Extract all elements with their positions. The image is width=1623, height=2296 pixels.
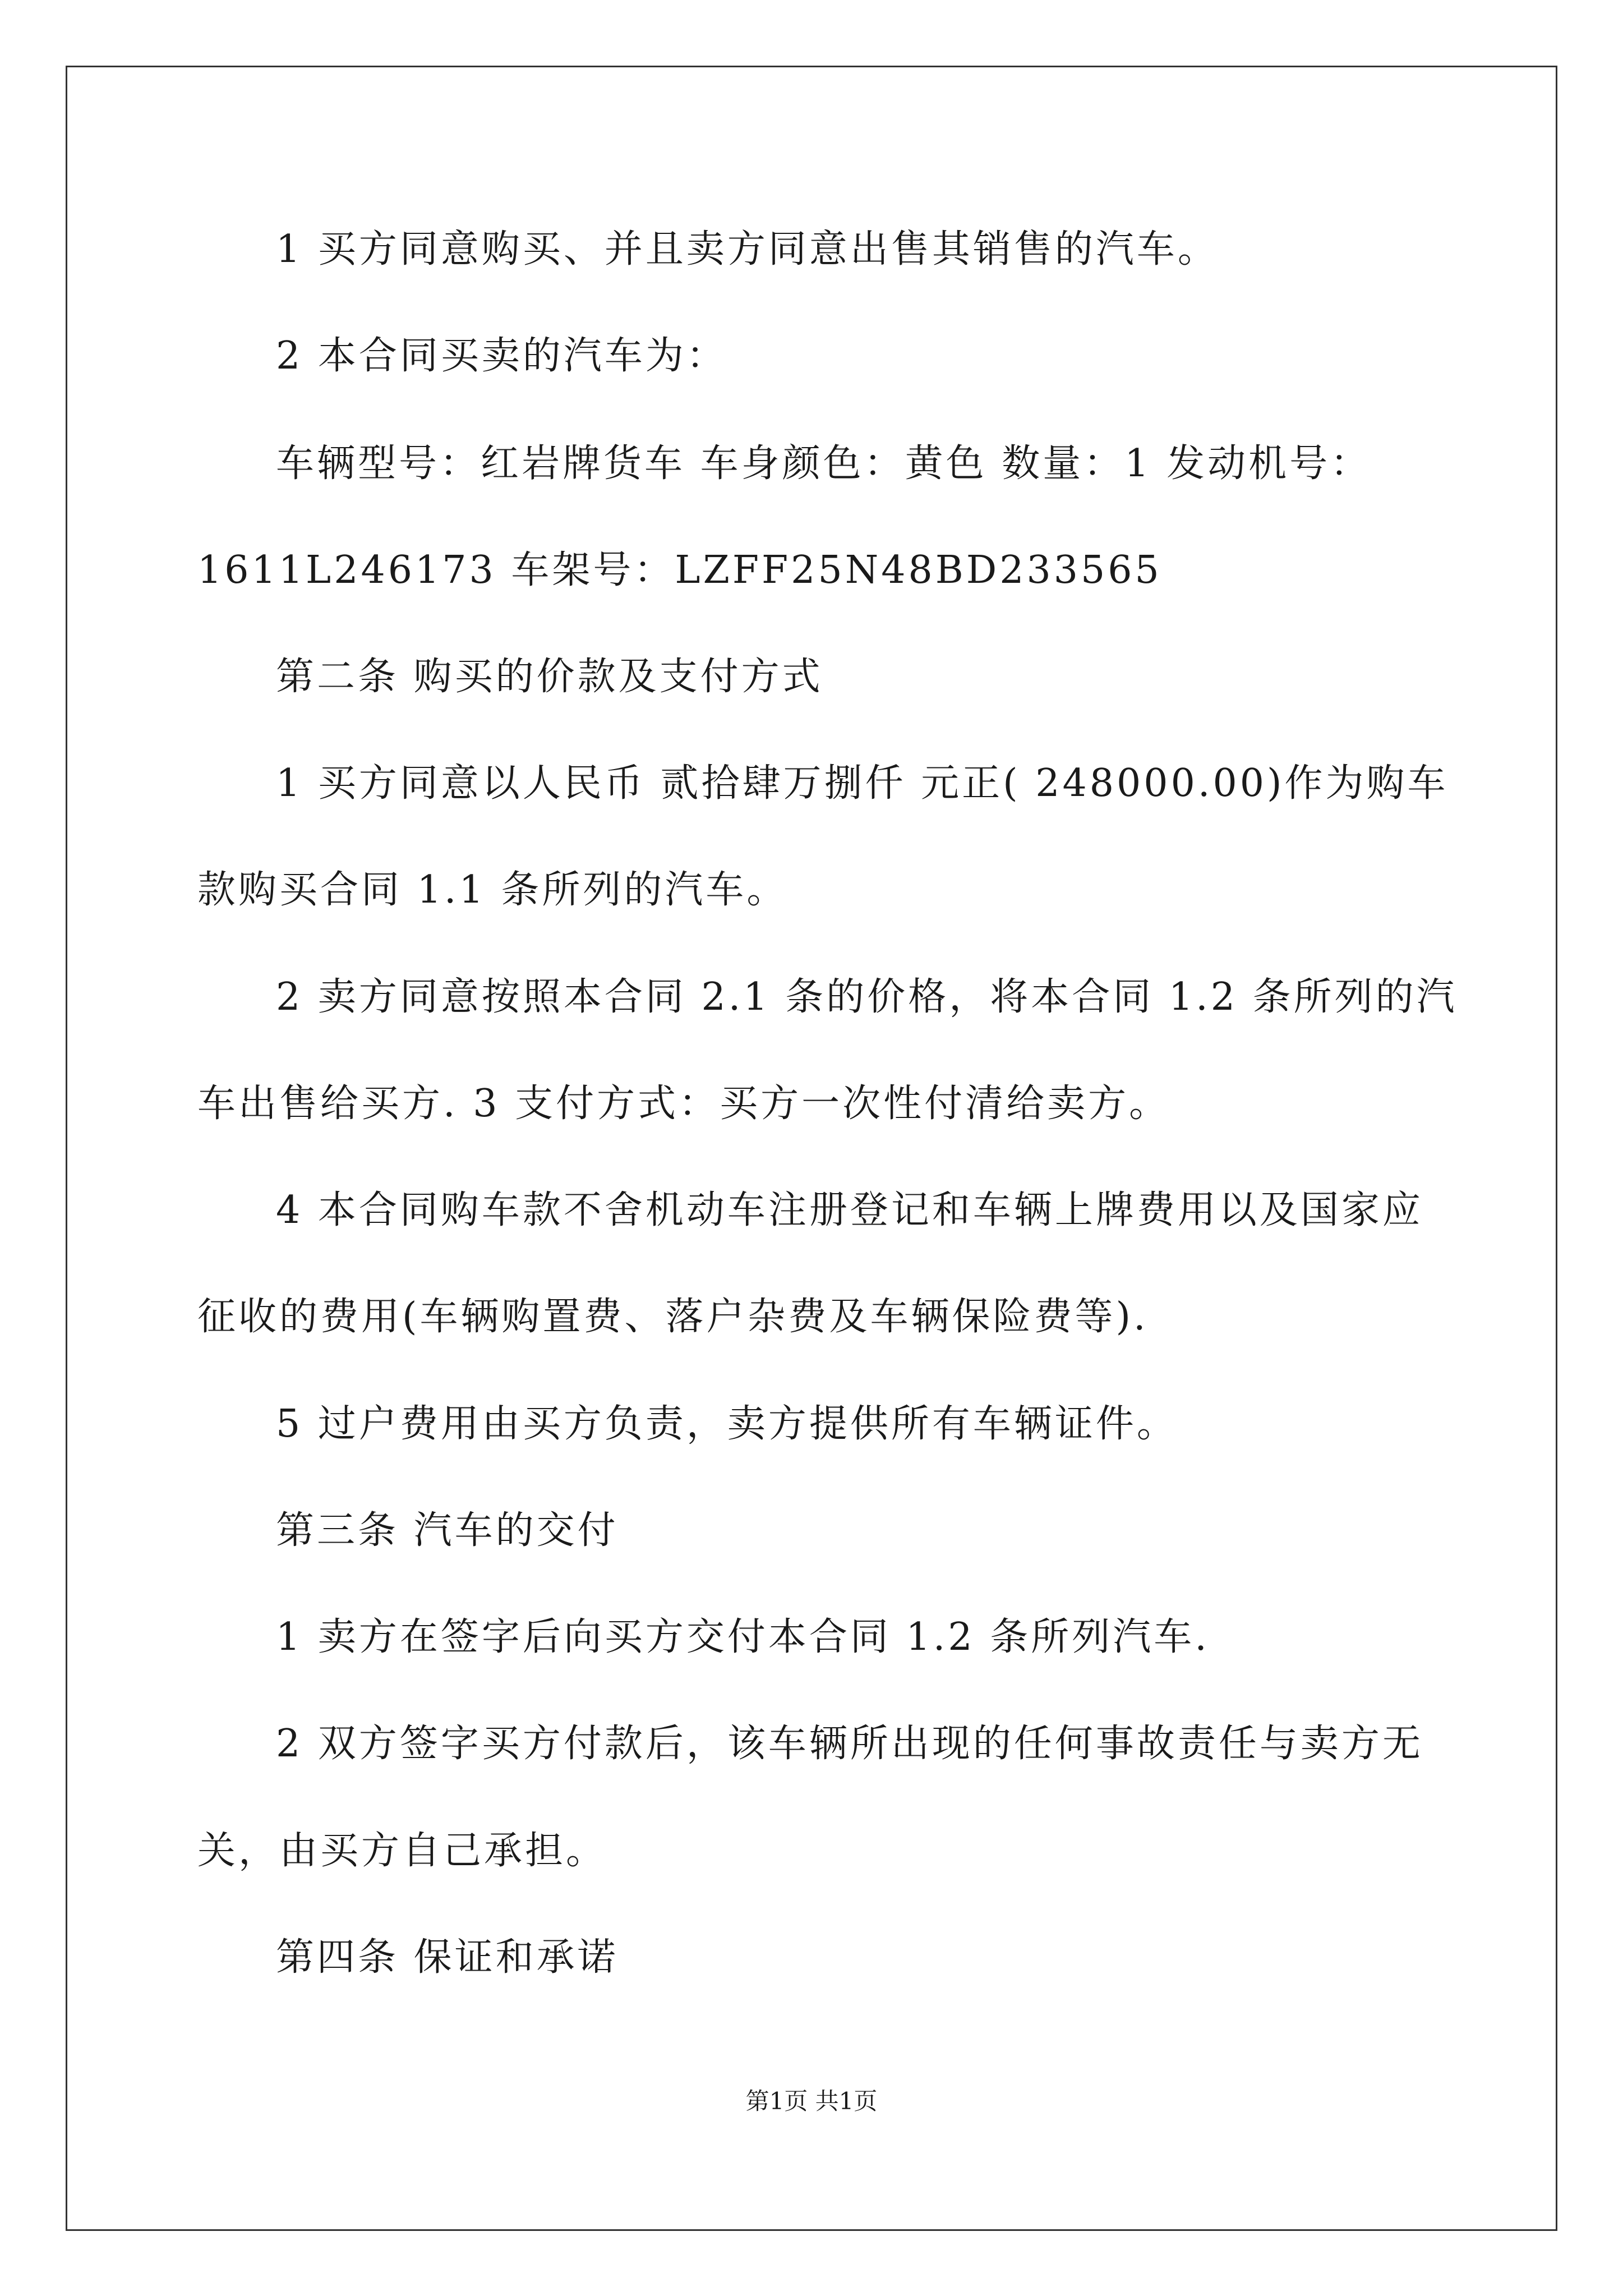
- paragraph-line: 1 买方同意购买、并且卖方同意出售其销售的汽车。: [276, 227, 1219, 272]
- section-heading: 第四条 保证和承诺: [276, 1935, 619, 1980]
- paragraph-line: 5 过户费用由买方负责，卖方提供所有车辆证件。: [276, 1402, 1178, 1446]
- paragraph-line: 车出售给买方. 3 支付方式：买方一次性付清给卖方。: [197, 1082, 1170, 1126]
- paragraph-line: 2 本合同买卖的汽车为：: [276, 334, 727, 378]
- paragraph-line: 关，由买方自己承担。: [197, 1829, 607, 1873]
- paragraph-line: 征收的费用(车辆购置费、落户杂费及车辆保险费等).: [197, 1295, 1149, 1339]
- paragraph-line: 1 卖方在签字后向买方交付本合同 1.2 条所列汽车.: [276, 1615, 1210, 1659]
- paragraph-line: 2 双方签字买方付款后，该车辆所出现的任何事故责任与卖方无: [276, 1722, 1423, 1766]
- section-heading: 第三条 汽车的交付: [276, 1508, 619, 1553]
- paragraph-line: 4 本合同购车款不舍机动车注册登记和车辆上牌费用以及国家应: [276, 1188, 1423, 1232]
- page-border: [66, 66, 1557, 2231]
- section-heading: 第二条 购买的价款及支付方式: [276, 655, 823, 699]
- page-number: 第1页 共1页: [745, 2087, 878, 2115]
- paragraph-line: 款购买合同 1.1 条所列的汽车。: [197, 868, 788, 912]
- paragraph-line: 车辆型号：红岩牌货车 车身颜色：黄色 数量：1 发动机号：: [276, 441, 1372, 486]
- paragraph-line: 1 买方同意以人民币 贰拾肆万捌仟 元正( 248000.00)作为购车: [276, 761, 1449, 806]
- paragraph-line: 2 卖方同意按照本合同 2.1 条的价格，将本合同 1.2 条所列的汽: [276, 975, 1458, 1019]
- paragraph-line: 1611L246173 车架号：LZFF25N48BD233565: [197, 548, 1162, 592]
